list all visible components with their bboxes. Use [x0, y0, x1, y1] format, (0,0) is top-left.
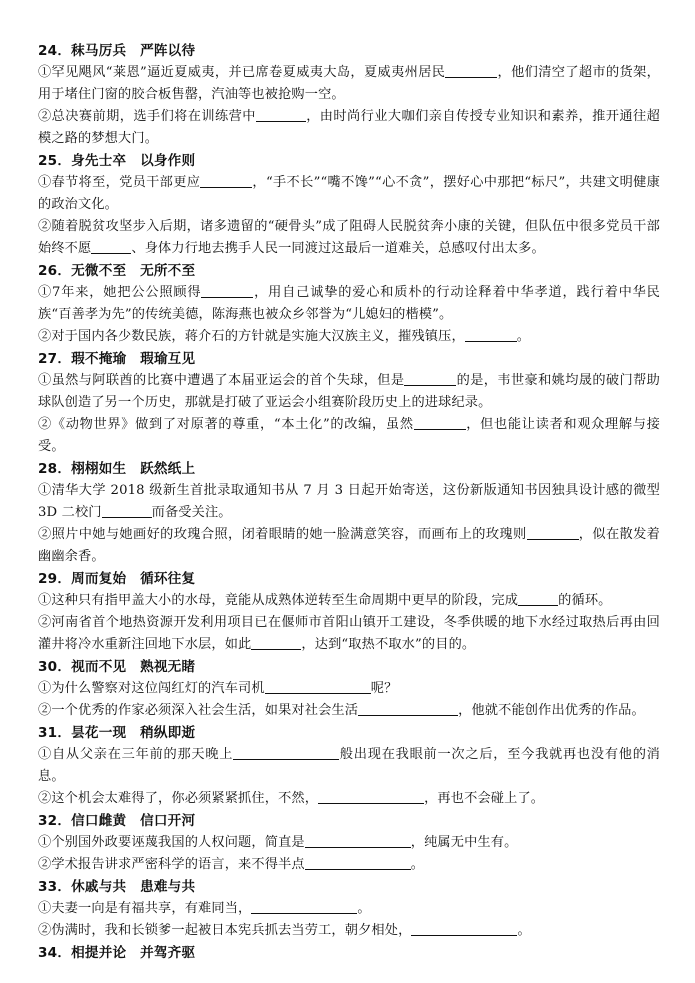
blank-line[interactable]: [358, 701, 458, 716]
question-25: [38, 150, 660, 260]
question-28: [38, 458, 660, 568]
sentence-2: ②学术报告讲求严密科学的语言，来不得半点 。: [38, 857, 425, 872]
sentence-1: ①为什么警察对这位闯红灯的汽车司机 呢？: [38, 681, 398, 696]
blank-line[interactable]: [102, 503, 152, 518]
blank-line[interactable]: [265, 679, 371, 694]
sentence-1: ①个别国外政要诬蔑我国的人权问题，简直是 ，纯属无中生有。: [38, 835, 518, 850]
blank-line[interactable]: [201, 283, 253, 298]
question-33: [38, 876, 660, 942]
sentence-2: ②照片中她与她画好的玫瑰合照，闭着眼睛的她一脸满意笑容，而画布上的玫瑰则 ，似在散发着幽幽余香。: [38, 527, 660, 564]
blank-line[interactable]: [527, 525, 579, 540]
question-heading: 29．周而复始 循环往复: [38, 571, 196, 587]
sentence-1: ①夫妻一向是有福共享，有难同当， 。: [38, 901, 371, 916]
blank-line[interactable]: [404, 371, 456, 386]
question-32: [38, 810, 660, 876]
sentence-2: ②河南省首个地热资源开发利用项目已在偃师市首阳山镇开工建设，冬季供暖的地下水经过取热后再由回灌井将冷水重新注回地下水层，如此 ，达到“取热不取水”的目的。: [38, 615, 660, 652]
question-29: [38, 568, 660, 656]
question-heading: 28．栩栩如生 跃然纸上: [38, 461, 196, 477]
blank-line[interactable]: [200, 173, 252, 188]
question-heading: 33．休戚与共 患难与共: [38, 879, 196, 895]
sentence-2: ②随着脱贫攻坚步入后期，诸多遗留的“硬骨头”成了阻碍人民脱贫奔小康的关键，但队伍中很多党员干部始终不愿 、身体力行地去携手人民一同渡过这最后一道难关，总感叹付出太多。: [38, 219, 660, 256]
question-heading: 30．视而不见 熟视无睹: [38, 659, 196, 675]
sentence-1: ①自从父亲在三年前的那天晚上 般出现在我眼前一次之后，至今我就再也没有他的消息。: [38, 747, 660, 784]
sentence-2: ②伪满时，我和长锁爹一起被日本宪兵抓去当劳工，朝夕相处， 。: [38, 923, 531, 938]
blank-line[interactable]: [251, 899, 357, 914]
blank-line[interactable]: [233, 745, 339, 760]
blank-line[interactable]: [305, 855, 411, 870]
blank-line[interactable]: [445, 63, 497, 78]
question-heading: 34．相提并论 并驾齐驱: [38, 945, 196, 961]
blank-line[interactable]: [318, 789, 424, 804]
question-heading: 26．无微不至 无所不至: [38, 263, 196, 279]
question-heading: 25．身先士卒 以身作则: [38, 153, 196, 169]
blank-line[interactable]: [251, 635, 301, 650]
blank-line[interactable]: [91, 239, 131, 254]
sentence-1: ①这种只有指甲盖大小的水母，竟能从成熟体逆转至生命周期中更早的阶段，完成 的循环。: [38, 593, 612, 608]
sentence-1: ①罕见飓风“莱恩”逼近夏威夷，并已席卷夏威夷大岛，夏威夷州居民 ，他们清空了超市的货架，用于堵住门窗的胶合板售罄，汽油等也被抢购一空。: [38, 65, 660, 102]
blank-line[interactable]: [411, 921, 517, 936]
question-heading: 27．瑕不掩瑜 瑕瑜互见: [38, 351, 196, 367]
question-24: [38, 40, 660, 150]
sentence-2: ②对于国内各少数民族，蒋介石的方针就是实施大汉族主义，摧残镇压， 。: [38, 329, 531, 344]
question-heading: 31．昙花一现 稍纵即逝: [38, 725, 196, 741]
question-31: [38, 722, 660, 810]
sentence-1: ①清华大学 2018 级新生首批录取通知书从 7 月 3 日起开始寄送，这份新版通知书因独具设计感的微型 3D 二校门 而备受关注。: [38, 483, 660, 520]
question-30: [38, 656, 660, 722]
question-27: [38, 348, 660, 458]
blank-line[interactable]: [256, 107, 306, 122]
sentence-2: ②总决赛前期，选手们将在训练营中 ，由时尚行业大咖们亲自传授专业知识和素养，推开通往超模之路的梦想大门。: [38, 109, 660, 146]
sentence-1: ①春节将至，党员干部更应 ，“手不长”“嘴不馋”“心不贪”，摆好心中那把“标尺”，共建文明健康的政治文化。: [38, 175, 660, 212]
blank-line[interactable]: [465, 327, 517, 342]
document-page: [38, 40, 660, 964]
question-26: [38, 260, 660, 348]
question-heading: 24．秣马厉兵 严阵以待: [38, 43, 196, 59]
question-heading: 32．信口雌黄 信口开河: [38, 813, 196, 829]
blank-line[interactable]: [305, 833, 411, 848]
sentence-1: ①7年来，她把公公照顾得 ，用自己诚挚的爱心和质朴的行动诠释着中华孝道，践行着中华民族“百善孝为先”的传统美德，陈海燕也被众乡邻誉为“儿媳妇的楷模”。: [38, 285, 660, 322]
question-34: [38, 942, 660, 964]
blank-line[interactable]: [414, 415, 466, 430]
sentence-2: ②《动物世界》做到了对原著的尊重，“本土化”的改编，虽然 ，但也能让读者和观众理解与接受。: [38, 417, 660, 454]
blank-line[interactable]: [518, 591, 558, 606]
sentence-1: ①虽然与阿联酋的比赛中遭遇了本届亚运会的首个失球，但是 的是，韦世豪和姚均晟的破门帮助球队创造了另一个历史，那就是打破了亚运会小组赛阶段历史上的进球纪录。: [38, 373, 660, 410]
sentence-2: ②这个机会太难得了，你必须紧紧抓住，不然， ，再也不会碰上了。: [38, 791, 545, 806]
sentence-2: ②一个优秀的作家必须深入社会生活，如果对社会生活 ，他就不能创作出优秀的作品。: [38, 703, 645, 718]
